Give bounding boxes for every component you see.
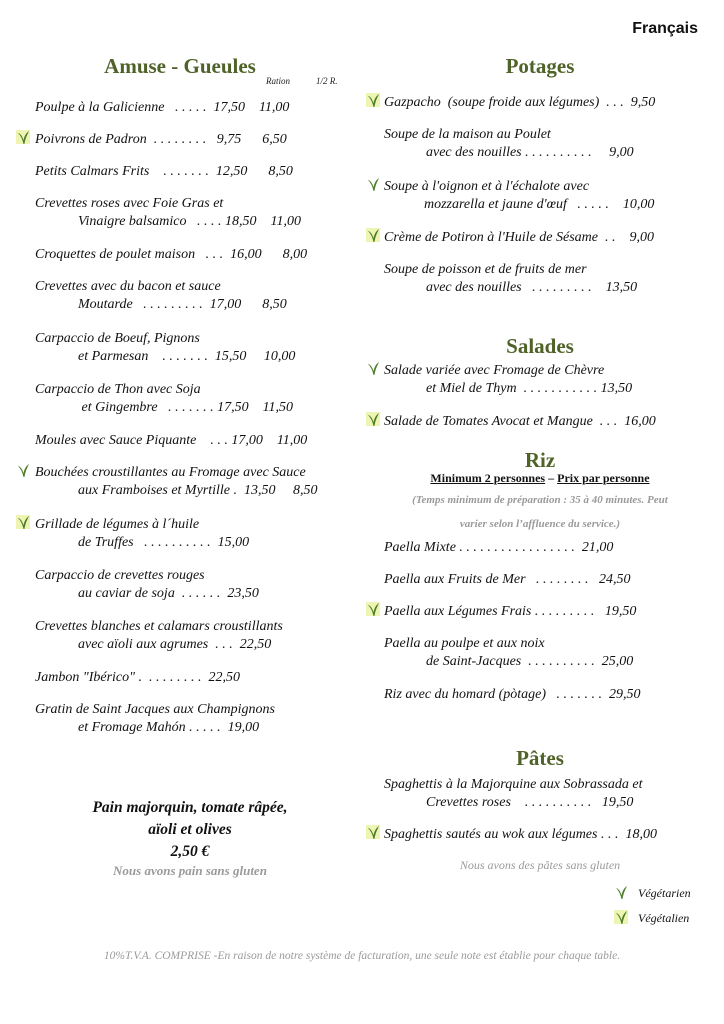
amuse-item: Carpaccio de Thon avec Soja et Gingembre . . . . . . . 17,50 11,50 [35,382,294,415]
pasta-gluten-free-note: Nous avons des pâtes sans gluten [459,858,621,872]
riz-minimum-note: Minimum 2 personnes – Prix par personne [430,471,650,485]
potage-item: Crème de Potiron à l'Huile de Sésame . . 9,00 [384,230,654,245]
amuse-item: Jambon "Ibérico" . . . . . . . . . 22,50 [35,670,241,685]
vegan-leaf-icon [366,602,380,616]
potage-item: Soupe à l'oignon et à l'échalote avec mozzarella et jaune d'œuf . . . . . 10,00 [384,179,655,212]
bread-gluten-free-note: Nous avons pain sans gluten [113,863,267,878]
amuse-item: Croquettes de poulet maison . . . 16,00 8,00 [35,247,308,262]
amuse-item: Crevettes roses avec Foie Gras et Vinaigre balsamico . . . . 18,50 11,00 [35,196,301,229]
vegan-leaf-icon [366,412,380,426]
amuse-item: Poulpe à la Galicienne . . . . . 17,50 11,00 [35,100,290,115]
language-label[interactable]: Français [632,20,698,37]
amuse-item: Moules avec Sauce Piquante . . . 17,00 11,00 [35,433,308,448]
amuse-item: Crevettes blanches et calamars croustillants avec aïoli aux agrumes . . . 22,50 [35,619,283,652]
amuse-item: Bouchées croustillantes au Fromage avec Sauce aux Framboises et Myrtille . 13,50 8,50 [35,465,318,498]
amuse-item: Gratin de Saint Jacques aux Champignons et Fromage Mahón . . . . . 19,00 [35,702,275,735]
riz-item: Paella aux Légumes Frais . . . . . . . . . 19,50 [384,604,637,619]
pates-item: Spaghettis à la Majorquine aux Sobrassada et Crevettes roses . . . . . . . . . . 19,50 [384,777,643,810]
vegan-leaf-icon [614,910,628,924]
amuse-item: Poivrons de Padron . . . . . . . . 9,75 6,50 [35,132,287,147]
potage-item: Gazpacho (soupe froide aux légumes) . . . 9,50 [384,95,656,110]
riz-item: Paella aux Fruits de Mer . . . . . . . . 24,50 [384,572,631,587]
vegetarian-leaf-icon [16,463,30,477]
vegan-leaf-icon [16,515,30,529]
salades-title: Salades [506,334,574,358]
col-ration-header: Ration [266,76,290,86]
footer-vat-note: 10%T.V.A. COMPRISE -En raison de notre système de facturation, une seule note est établie pour chaque table. [103,950,621,962]
amuse-title: Amuse - Gueules [104,54,256,78]
legend-vegan-label: Végétalien [638,911,690,925]
amuse-item: Petits Calmars Frits . . . . . . . 12,50 8,50 [35,164,293,179]
vegan-leaf-icon [366,228,380,242]
legend-vegetarian-label: Végétarien [638,886,691,900]
riz-item: Paella Mixte . . . . . . . . . . . . . . . . . 21,00 [384,540,614,555]
potage-item: Soupe de poisson et de fruits de mer avec des nouilles . . . . . . . . . 13,50 [384,262,638,295]
vegan-leaf-icon [16,130,30,144]
riz-item: Paella au poulpe et aux noix de Saint-Jacques . . . . . . . . . . 25,00 [384,636,634,669]
bread-block: Pain majorquin, tomate râpée, aïoli et olives 2,50 € [92,799,288,860]
pates-item: Spaghettis sautés au wok aux légumes . . . 18,00 [384,827,657,842]
amuse-item: Carpaccio de Boeuf, Pignons et Parmesan . . . . . . . 15,50 10,00 [35,331,296,364]
salade-item: Salade de Tomates Avocat et Mangue . . . 16,00 [384,414,656,429]
potages-title: Potages [505,54,575,78]
vegan-leaf-icon [366,825,380,839]
vegetarian-leaf-icon [366,177,380,191]
amuse-item: Crevettes avec du bacon et sauce Moutarde . . . . . . . . . 17,00 8,50 [35,279,287,312]
potage-item: Soupe de la maison au Poulet avec des nouilles . . . . . . . . . . 9,00 [384,127,634,160]
vegan-leaf-icon [366,93,380,107]
vegetarian-leaf-icon [614,885,628,899]
amuse-item: Carpaccio de crevettes rouges au caviar de soja . . . . . . 23,50 [35,568,259,601]
riz-prep-time-note: (Temps minimum de préparation : 35 à 40 minutes. Peut varier selon l’affluence du service.) [412,494,668,530]
amuse-item: Grillade de légumes à l´huile de Truffes . . . . . . . . . . 15,00 [35,517,250,550]
vegetarian-leaf-icon [366,361,380,375]
riz-title: Riz [524,448,556,472]
salade-item: Salade variée avec Fromage de Chèvre et Miel de Thym . . . . . . . . . . . 13,50 [384,363,633,396]
col-half-header: 1/2 R. [316,76,338,86]
riz-item: Riz avec du homard (pòtage) . . . . . . . 29,50 [384,687,641,702]
pates-title: Pâtes [516,746,564,770]
